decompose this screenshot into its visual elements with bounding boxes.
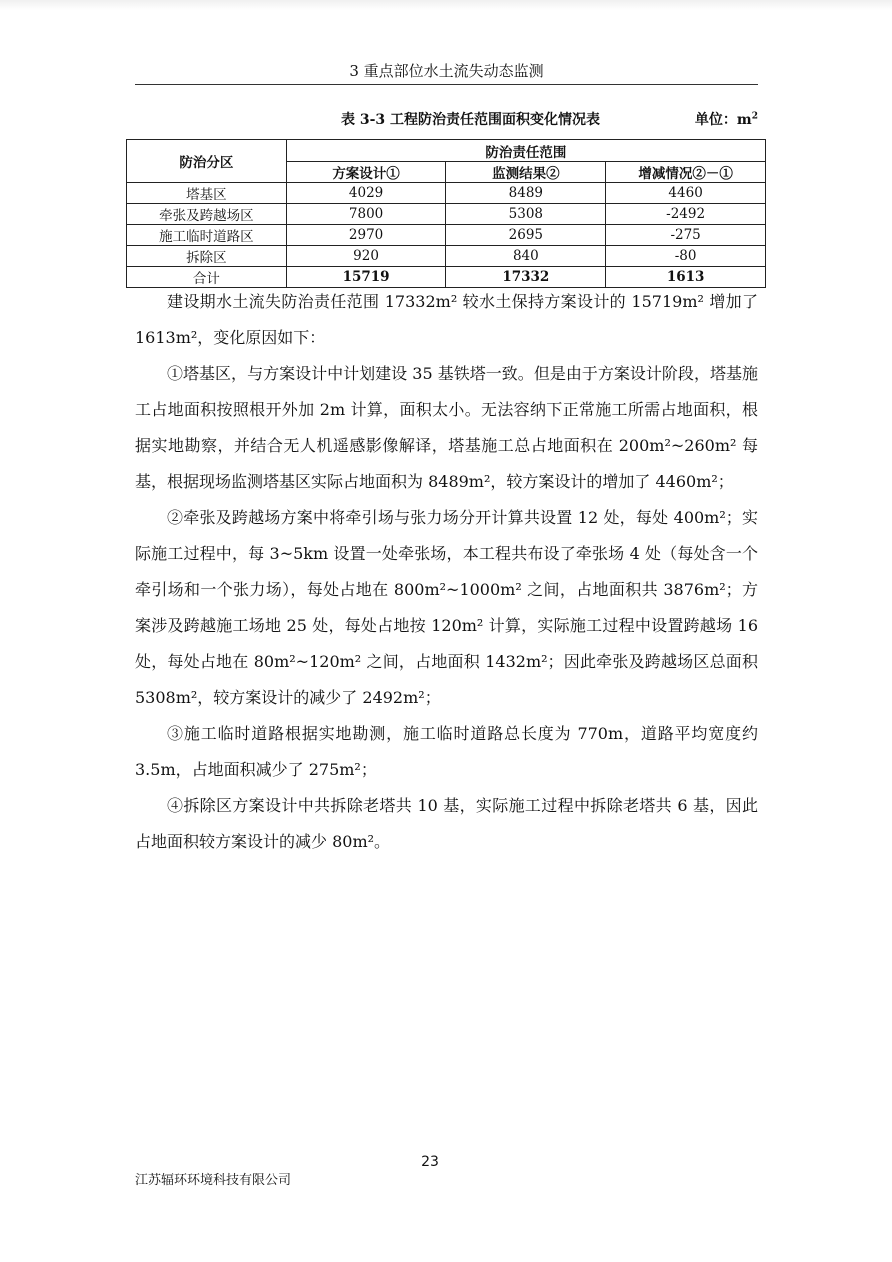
cell-monitor: 17332 (446, 267, 606, 288)
col-header-group: 防治责任范围 (286, 140, 765, 162)
cell-change: 4460 (606, 183, 766, 204)
table-unit-label: 单位：m (694, 112, 752, 128)
table-caption-row (135, 109, 758, 129)
cell-plan: 15719 (286, 267, 446, 288)
cell-zone: 施工临时道路区 (127, 225, 287, 246)
table-row (127, 204, 766, 225)
running-header: 3 重点部位水土流失动态监测 (349, 62, 544, 80)
cell-monitor: 8489 (446, 183, 606, 204)
paragraph-tower-zone: ①塔基区，与方案设计中计划建设 35 基铁塔一致。但是由于方案设计阶段，塔基施工占地面积按照根开外加 2m 计算，面积太小。无法容纳下正常施工所需占地面积，根据实地勘察，并结合无人机遥感影像解译，塔基施工总占地面积在 200m²~260m² 每基，根据现场监测塔基区实际占地面积为 8489m²，较方案设计的增加了 4460m²； (135, 364, 758, 491)
cell-change: -80 (606, 246, 766, 267)
paragraph-intro: 建设期水土流失防治责任范围 17332m² 较水土保持方案设计的 15719m² 增加了 1613m²，变化原因如下： (135, 292, 758, 347)
cell-plan: 920 (286, 246, 446, 267)
cell-monitor: 2695 (446, 225, 606, 246)
table-header-row (127, 140, 766, 162)
cell-change: 1613 (606, 267, 766, 288)
col-header-change: 增减情况②－① (606, 162, 766, 183)
col-header-plan: 方案设计① (286, 162, 446, 183)
table-row (127, 183, 766, 204)
paragraph-demolition: ④拆除区方案设计中共拆除老塔共 10 基，实际施工过程中拆除老塔共 6 基，因此占地面积较方案设计的减少 80m²。 (135, 796, 758, 851)
cell-monitor: 5308 (446, 204, 606, 225)
cell-zone: 塔基区 (127, 183, 287, 204)
table-row (127, 225, 766, 246)
table-caption: 表 3-3 工程防治责任范围面积变化情况表 (341, 112, 601, 128)
paragraph-temp-road: ③施工临时道路根据实地勘测，施工临时道路总长度为 770m，道路平均宽度约 3.5m，占地面积减少了 275m²； (135, 724, 758, 779)
cell-plan: 2970 (286, 225, 446, 246)
cell-zone: 合计 (127, 267, 287, 288)
body-text (135, 284, 758, 860)
col-header-zone: 防治分区 (127, 140, 287, 183)
cell-plan: 7800 (286, 204, 446, 225)
cell-change: -275 (606, 225, 766, 246)
area-change-table (126, 139, 766, 288)
page-top-edge (0, 0, 892, 10)
cell-zone: 牵张及跨越场区 (127, 204, 287, 225)
paragraph-tension-zone: ②牵张及跨越场方案中将牵引场与张力场分开计算共设置 12 处，每处 400m²；实际施工过程中，每 3~5km 设置一处牵张场，本工程共布设了牵张场 4 处（每处含一个牵引场和一个张力场），每处占地在 800m²~1000m² 之间，占地面积共 3876m²；方案涉及跨越施工场地 25 处，每处占地按 120m² 计算，实际施工过程中设置跨越场 16 处，每处占地在 80m²~120m² 之间，占地面积 1432m²；因此牵张及跨越场区总面积 5308m²，较方案设计的减少了 2492m²； (135, 508, 758, 707)
col-header-monitor: 监测结果② (446, 162, 606, 183)
cell-plan: 4029 (286, 183, 446, 204)
table-unit (695, 109, 758, 129)
page-number: 23 (421, 1154, 439, 1170)
cell-change: -2492 (606, 204, 766, 225)
table-unit-sup: 2 (751, 111, 758, 122)
table-row (127, 246, 766, 267)
cell-monitor: 840 (446, 246, 606, 267)
header-rule (135, 84, 758, 85)
cell-zone: 拆除区 (127, 246, 287, 267)
footer-company: 江苏辐环环境科技有限公司 (135, 1173, 292, 1188)
